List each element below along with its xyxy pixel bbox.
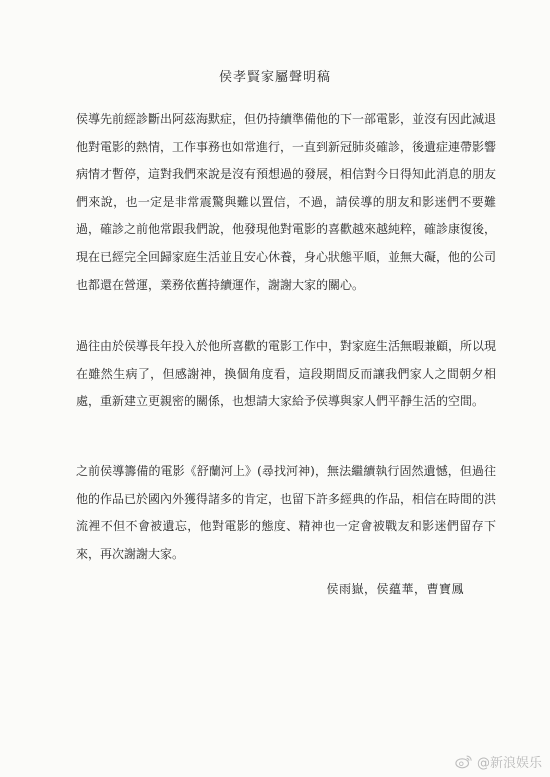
paragraph-3: 之前侯導籌備的電影《舒蘭河上》(尋找河神)，無法繼續執行固然遺憾，但過往他的作品已於國內外獲得諸多的肯定，也留下許多經典的作品，相信在時間的洪流裡不但不會被遺忘，他對電影的態度、精神也一定會被戰友和影迷們留存下來，再次謝謝大家。 — [76, 464, 497, 561]
paragraph-2: 過往由於侯導長年投入於他所喜歡的電影工作中，對家庭生活無暇兼顧，所以現在雖然生病了，但感謝神，換個角度看，這段期間反而讓我們家人之間朝夕相處，重新建立更親密的關係，也想請大家給予侯導與家人們平靜生活的空間。 — [76, 339, 497, 409]
weibo-icon — [455, 754, 473, 769]
signature-line: 侯雨嶽，侯蘊華，曹寶鳳 — [326, 582, 464, 596]
watermark — [455, 752, 542, 771]
document-title: 侯孝賢家屬聲明稿 — [218, 70, 331, 85]
paragraph-1: 侯導先前經診斷出阿茲海默症，但仍持續準備他的下一部電影，並沒有因此減退他對電影的熱情，工作事務也如常進行，一直到新冠肺炎確診，後遺症連帶影響病情才暫停，這對我們來說是沒有預想過的發展，相信對今日得知此消息的朋友們來說，也一定是非常震驚與難以置信，不過，請侯導的朋友和影迷們不要難過，確診之前他常跟我們說，他發現他對電影的喜歡越來越純粹，確診康復後，現在已經完全回歸家庭生活並且安心休養，身心狀態平順，並無大礙，他的公司也都還在營運，業務依舊持續運作，謝謝大家的關心。 — [76, 112, 497, 292]
watermark-text: @新浪娱乐 — [476, 756, 542, 771]
